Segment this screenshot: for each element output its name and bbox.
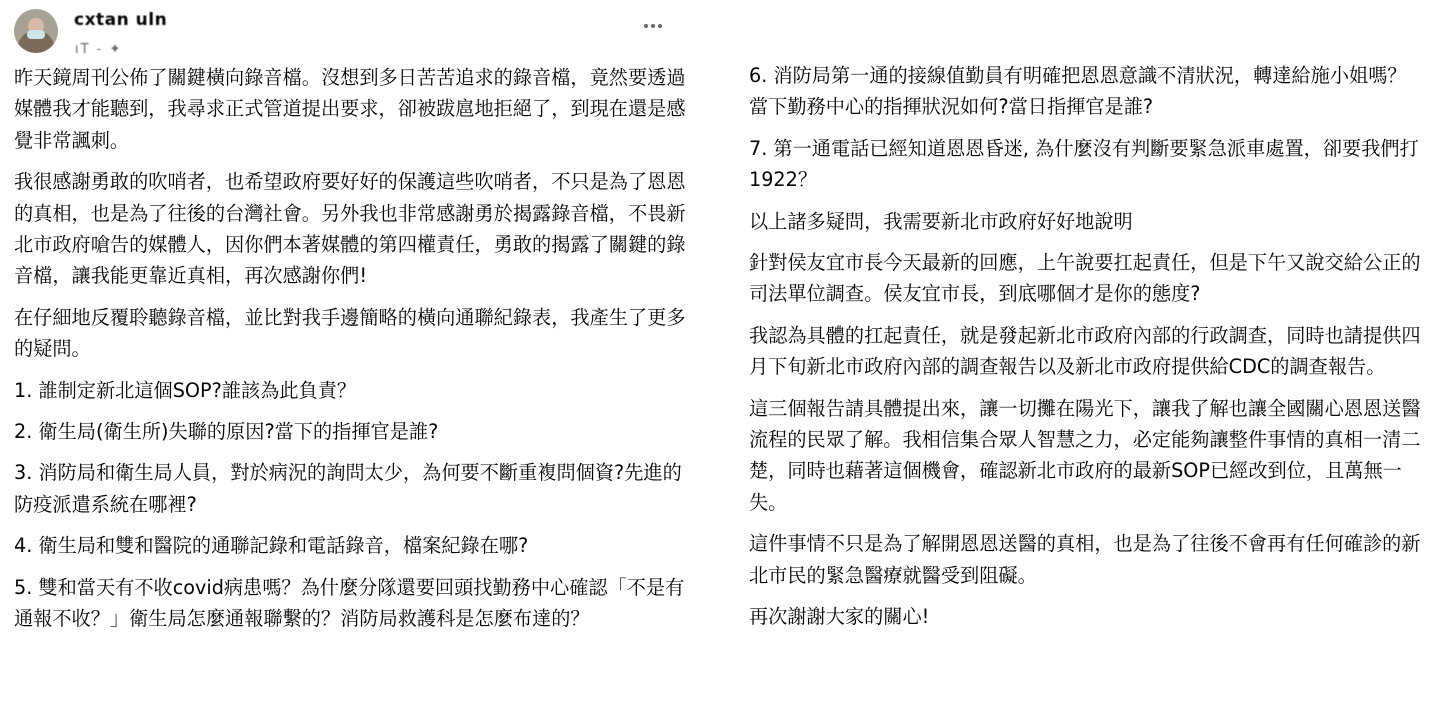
post-paragraph: 這三個報告請具體提出來，讓一切攤在陽光下，讓我了解也讓全國關心恩恩送醫流程的民眾了解。我相信集合眾人智慧之力，必定能夠讓整件事情的真相一清二楚，同時也藉著這個機會，確認新北市政府的最新SOP已經改到位，且萬無一失。 [749,396,1421,514]
post-header [0,0,700,62]
post-paragraph: 昨天鏡周刊公佈了關鍵橫向錄音檔。沒想到多日苦苦追求的錄音檔，竟然要透過媒體我才能聽到，我尋求正式管道提出要求，卻被跋扈地拒絕了，到現在還是感覺非常諷刺。 [14,66,686,152]
post-paragraph: 我認為具體的扛起責任，就是發起新北市政府內部的行政調查，同時也請提供四月下旬新北市政府內部的調查報告以及新北市政府提供給CDC的調查報告。 [749,323,1421,379]
post-paragraph: 以上諸多疑問，我需要新北市政府好好地說明 [749,209,1133,233]
avatar-face [27,30,45,39]
avatar[interactable] [14,9,58,53]
post-body-left [0,62,700,635]
post-paragraph: 7. 第一通電話已經知道恩恩昏迷, 為什麼沒有判斷要緊急派車處置，卻要我們打1922？ [749,136,1419,192]
post-paragraph: 6. 消防局第一通的接線值勤員有明確把恩恩意識不清狀況，轉達給施小姐嗎？當下勤務中心的指揮狀況如何?當日指揮官是誰? [749,64,1407,119]
post-paragraph: 2. 衛生局(衛生所)失聯的原因?當下的指揮官是誰? [14,420,439,444]
post-paragraph: 針對侯友宜市長今天最新的回應，上午說要扛起責任，但是下午又說交給公正的司法單位調查。侯友宜市長，到底哪個才是你的態度? [749,251,1421,306]
author-name[interactable]: cxtan uln [74,10,168,30]
post-paragraph: 1. 誰制定新北這個SOP?誰該為此負責？ [14,378,357,402]
post-paragraph: 3. 消防局和衛生局人員，對於病況的詢問太少，為何要不斷重複問個資?先進的防疫派遣系統在哪裡? [14,461,682,516]
post-left-column [0,0,700,722]
post-paragraph: 這件事情不只是為了解開恩恩送醫的真相，也是為了往後不會再有任何確診的新北市民的緊急醫療就醫受到阻礙。 [749,532,1421,587]
post-right-column [735,0,1438,722]
post-paragraph: 在仔細地反覆聆聽錄音檔，並比對我手邊簡略的橫向通聯紀錄表，我產生了更多的疑問。 [14,305,686,361]
post-paragraph: 再次謝謝大家的關心! [749,605,930,629]
post-paragraph: 5. 雙和當天有不收covid病患嗎？為什麼分隊還要回頭找勤務中心確認「不是有通報不收？」衛生局怎麼通報聯繫的？消防局救護科是怎麼布達的？ [14,575,685,631]
post-meta[interactable]: ıT ‑ ✦ [75,42,123,57]
post-paragraph: 我很感謝勇敢的吹哨者，也希望政府要好好的保護這些吹哨者，不只是為了恩恩的真相，也是為了往後的台灣社會。另外我也非常感謝勇於揭露錄音檔，不畏新北市政府嗆告的媒體人，因你們本著媒體的第四權責任，勇敢的揭露了關鍵的錄音檔，讓我能更靠近真相，再次感謝你們! [14,170,686,288]
post-body-right [735,0,1438,633]
post-paragraph: 4. 衛生局和雙和醫院的通聯記錄和電話錄音，檔案紀錄在哪? [14,534,529,558]
more-options-icon[interactable] [636,12,670,40]
